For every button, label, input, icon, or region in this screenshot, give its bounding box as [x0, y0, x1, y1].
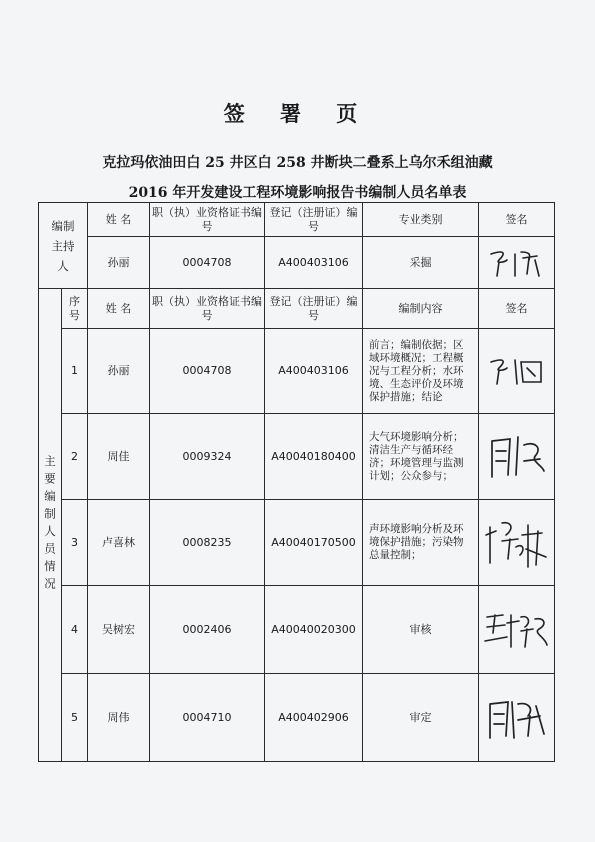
member-content: 审核 — [363, 586, 479, 674]
host-signature-header: 签名 — [479, 203, 555, 237]
table-row — [39, 586, 555, 674]
member-seq: 1 — [62, 329, 88, 414]
table-row — [39, 500, 555, 586]
host-name-header: 姓 名 — [88, 203, 150, 237]
member-cert: 0002406 — [150, 586, 265, 674]
member-cert: 0004710 — [150, 674, 265, 762]
member-cert-header: 职（执）业资格证书编号 — [150, 289, 265, 329]
host-reg: A400403106 — [265, 237, 363, 289]
member-reg: A40040170500 — [265, 500, 363, 586]
member-cert: 0004708 — [150, 329, 265, 414]
members-header-row — [39, 289, 555, 329]
member-reg-header: 登记（注册证）编号 — [265, 289, 363, 329]
member-reg: A400403106 — [265, 329, 363, 414]
signature-image — [482, 513, 552, 573]
host-signature — [479, 237, 555, 289]
member-name: 吴树宏 — [88, 586, 150, 674]
member-name: 周佳 — [88, 414, 150, 500]
member-name: 孙丽 — [88, 329, 150, 414]
host-reg-header: 登记（注册证）编号 — [265, 203, 363, 237]
member-seq: 2 — [62, 414, 88, 500]
member-seq: 5 — [62, 674, 88, 762]
members-section-label: 主要编制人员情况 — [39, 289, 62, 762]
host-cert-header: 职（执）业资格证书编号 — [150, 203, 265, 237]
member-name: 周伟 — [88, 674, 150, 762]
member-signature — [479, 414, 555, 500]
member-content: 审定 — [363, 674, 479, 762]
host-header-row — [39, 203, 555, 237]
signature-image — [485, 354, 549, 388]
member-signature — [479, 586, 555, 674]
member-name-header: 姓 名 — [88, 289, 150, 329]
host-cert: 0004708 — [150, 237, 265, 289]
member-content: 前言；编制依据；区域环境概况；工程概况与工程分析；水环境、生态评价及环境保护措施；结论 — [363, 329, 479, 414]
member-signature — [479, 500, 555, 586]
member-cert: 0008235 — [150, 500, 265, 586]
member-cert: 0009324 — [150, 414, 265, 500]
project-title-line-1: 克拉玛依油田白 25 井区白 258 井断块二叠系上乌尔禾组油藏 — [102, 155, 493, 171]
member-content-header: 编制内容 — [363, 289, 479, 329]
member-seq: 4 — [62, 586, 88, 674]
project-title-line-2: 2016 年开发建设工程环境影响报告书编制人员名单表 — [128, 185, 467, 201]
host-specialty-header: 专业类别 — [363, 203, 479, 237]
member-reg: A40040180400 — [265, 414, 363, 500]
table-row — [39, 329, 555, 414]
signature-image — [481, 607, 553, 653]
member-signature — [479, 329, 555, 414]
member-content: 声环境影响分析及环境保护措施；污染物总量控制； — [363, 500, 479, 586]
signature-image — [482, 694, 552, 742]
host-section-label: 编制主持人 — [39, 203, 88, 289]
signature-image — [485, 246, 549, 280]
member-content: 大气环境影响分析；清洁生产与循环经济；环境管理与监测计划；公众参与； — [363, 414, 479, 500]
member-seq: 3 — [62, 500, 88, 586]
host-specialty: 采掘 — [363, 237, 479, 289]
member-signature — [479, 674, 555, 762]
page-title: 签 署 页 — [223, 101, 372, 126]
member-signature-header: 签名 — [479, 289, 555, 329]
seq-header: 序号 — [62, 289, 88, 329]
member-reg: A40040020300 — [265, 586, 363, 674]
table-row — [39, 674, 555, 762]
member-reg: A400402906 — [265, 674, 363, 762]
signature-image — [484, 431, 550, 483]
staff-roster-table — [38, 202, 555, 762]
host-data-row — [39, 237, 555, 289]
host-name: 孙丽 — [88, 237, 150, 289]
member-name: 卢喜林 — [88, 500, 150, 586]
table-row — [39, 414, 555, 500]
